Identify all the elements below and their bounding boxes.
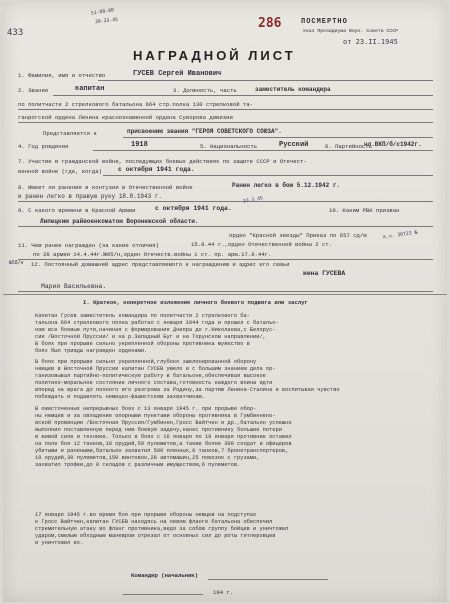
present-label: Представляется к: [43, 130, 97, 137]
field-1-label: 1. Фамилия, имя и отчество: [18, 72, 106, 79]
field-11-label: 11. Чем ранее награжден (за какие отличия): [18, 242, 159, 249]
field-7-label-2: венной войне (где, когда): [18, 168, 102, 175]
field-6-value: чл.ВКП/б/с1942г.: [364, 141, 422, 148]
present-value: присвоению звания "ГЕРОЯ СОВЕТСКОГО СОЮЗА".: [127, 128, 282, 135]
red-number: 286: [258, 16, 282, 31]
field-11-prefix: №58/н: [9, 261, 24, 266]
field-10-value: Липецким райвоенкоматом Воронежской области.: [40, 218, 199, 225]
stamp-date: от 23.II.1945: [343, 38, 398, 46]
field-12-value: жена ГУСЕВА: [303, 270, 346, 277]
body-paragraph-1: Капитан Гусев заместитель командира по политчасти 2 стрелкового ба- тальона 664 стрелкового полка работал с января 1944 года и прошел с батальо- ном все боевые пути,начиная с формирования Днепра до г.Николаева,с Белорус- сии /Восточной Пруссии/ и на р.Западный Буг и на Торунском направлении/, В боях при прорыве сильно укрепленной обороны противника мужество в боях был трижды награжден орденами.: [35, 313, 279, 355]
award-sheet: [3, 2, 447, 602]
field-1-value: ГУСЕВ Сергей Иванович: [133, 70, 222, 78]
field-4-value: 1918: [131, 141, 148, 149]
field-10-label: 10. Каким РВК призван: [329, 207, 400, 214]
field-9-value: с октября 1941 года.: [155, 205, 232, 212]
handwritten-top-1: 51-08-80: [90, 8, 115, 17]
stamp-decree: Указ Президиума Верх. Совета СССР: [303, 29, 398, 34]
page-title: НАГРАДНОЙ ЛИСТ: [133, 48, 296, 63]
field-12-label: 12. Постоянный домашний адрес представляемого к награждению и адрес его семьи: [31, 261, 290, 268]
field-5-label: 5. Национальность: [200, 143, 258, 150]
field-7-value: с октября 1941 года.: [118, 166, 195, 173]
field-8-label: 8. Имеет ли ранения и контузии в Отечественной войне: [18, 184, 193, 191]
field-7-label: 7. Участие в гражданской войне, последующих боевых действиях по защите СССР и Отечест-: [18, 158, 307, 165]
field-2-value: капитан: [75, 85, 105, 93]
commander-label: Командир (начальник): [131, 572, 199, 579]
corner-number: 433: [7, 28, 24, 38]
field-9-label: 9. С какого времени в Красной Армии: [18, 207, 136, 214]
field-11-value-0: орден "Красной звезды" Приказ по 657 сд/м: [229, 232, 367, 239]
handwritten-margin-2: в.ч. 30723 №: [382, 230, 418, 241]
date-line: 194 г.: [213, 589, 234, 596]
field-6-label: 6. Партийность: [325, 143, 372, 150]
field-3-value-2: по политчасти 2 стрелкового батальона 664 стр.полка 130 стрелковой та-: [18, 101, 253, 108]
field-3-value-3: ганрогской ордена Ленина краснознаменной ордена Суворова дивизии: [18, 114, 233, 121]
field-11-value-2: по 28 армии 14.4.44г.№95/н,орден Отечеств.войны 1 ст. пр. арм.17.9.44г.: [33, 251, 272, 258]
handwritten-top-2: 30-33-45: [94, 17, 119, 26]
field-8-value-2: и ранен легко в правую руку 18.8.1943 г.: [18, 193, 163, 200]
body-paragraph-2: В боях при прорыве сильно укрепленной,глубоко эшелонированной оборону немцев в Восточной Пруссии капитан ГУСЕВ умело и с большим знанием дела ор- ганизовывал партийно-политическую работу в батальоне,обеспечивая высокое политико-моральное состояние личного состава,готовность каждого воина идти вперед на врага до полного его разгрома за Родину,за партию Ленина-Сталина и воспитывая чувство побеждать и подавлять немецко-фашистским захватчикам.: [35, 359, 340, 401]
body-paragraph-4: 17 января 1945 г.во время боя при прорыве обороны немцев на подступах к Гросс Вайтчен,капитан ГУСЕВ находясь на левом фланге батальона обеспечил стремительную атаку во фланг противника,ведя за собою группу бойцев и уничтожил ударом,смелым обходным маневром отрезал от основных сил до роты гитлеровцев и уничтожил их.: [35, 512, 289, 547]
field-8-value: Ранен легко в бою 5.12.1942 г.: [232, 182, 341, 189]
field-3-label: 3. Должность, часть: [173, 87, 237, 94]
field-3-value: заместитель командира: [255, 86, 331, 93]
handwritten-margin: 33.3.45: [242, 196, 264, 205]
section-header: I. Краткое, конкретное изложение личного боевого подвига или заслуг: [83, 299, 308, 306]
field-4-label: 4. Год рождения: [18, 143, 69, 150]
field-2-label: 2. Звание: [18, 87, 49, 94]
field-12-value-2: Мария Васильевна.: [41, 283, 107, 290]
stamp-posthumous: ПОСМЕРТНО: [301, 18, 348, 26]
body-paragraph-3: В ожесточенных непрерывных боях с 13 января 1945 г. при прорыве обор- ны немцев и за овладение опорными пунктами обороны противника в Гумбиннено- вской провинции /Восточная Пруссия/Гумбинен,Гросс Вайтчен и др.,батальон успешно выполнил поставленную перед ним боевую задачу,нанес противнику большие потери в живой силе и технике. Только в боях с 16 января по 19 января противник оставил на поле боя 12 танков,18 орудий,59 пулеметов,а также более 300 солдат и офицеров убитыми и ранеными,батальон захватил 500 пленных,6 танков,7 бронетранспортеров, 10 орудий,30 пулеметов,150 винтовок,28 автомашин,25 повозок с грузами, захватил трофеи,до 8 складов с различным имуществом,6 пулеметов.: [35, 406, 292, 469]
field-11-value: 15.8.44 г.,орден Отечественной войны 2 ст.: [191, 241, 332, 248]
field-5-value: Русский: [279, 141, 309, 149]
